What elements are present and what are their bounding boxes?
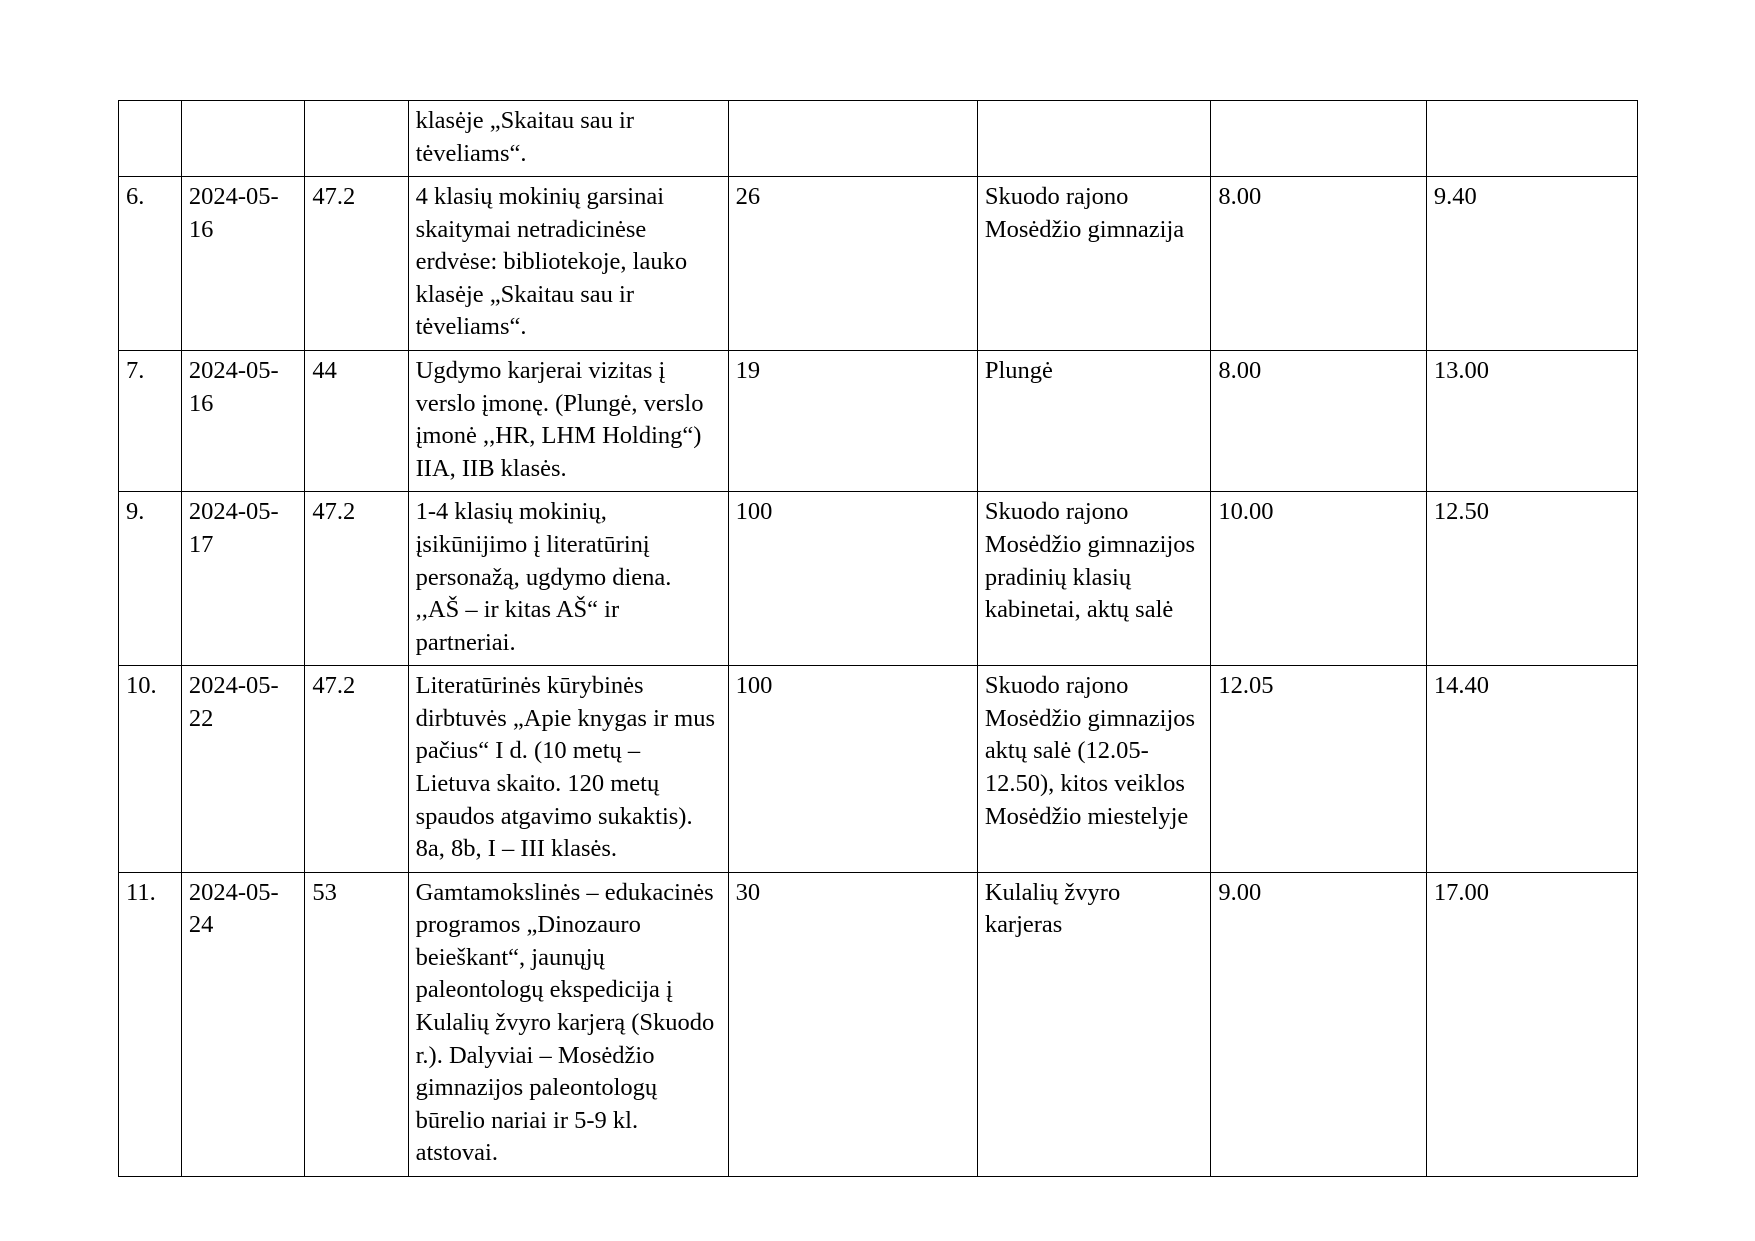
activities-table <box>118 100 1638 1177</box>
cell-number: 9. <box>119 492 182 666</box>
cell-description: Gamtamokslinės – edukacinės programos „Dinozauro beieškant“, jaunųjų paleontologų ekspedicija į Kulalių žvyro karjerą (Skuodo r.). Dalyviai – Mosėdžio gimnazijos paleontologų būrelio nariai ir 5-9 kl. atstovai. <box>408 872 728 1176</box>
cell-date: 2024-05-16 <box>181 177 304 351</box>
cell-end-time: 12.50 <box>1426 492 1637 666</box>
cell-description: Ugdymo karjerai vizitas į verslo įmonę. (Plungė, verslo įmonė ,,HR, LHM Holding“) IIA, IIB klasės. <box>408 351 728 492</box>
cell-description: 1-4 klasių mokinių, įsikūnijimo į literatūrinį personažą, ugdymo diena. ,,AŠ – ir kitas AŠ“ ir partneriai. <box>408 492 728 666</box>
cell-code: 44 <box>305 351 408 492</box>
cell-end-time <box>1426 101 1637 177</box>
cell-number: 7. <box>119 351 182 492</box>
cell-place <box>977 101 1211 177</box>
cell-participants <box>728 101 977 177</box>
cell-end-time: 14.40 <box>1426 666 1637 872</box>
table-row <box>119 351 1638 492</box>
cell-description: klasėje „Skaitau sau ir tėveliams“. <box>408 101 728 177</box>
cell-end-time: 13.00 <box>1426 351 1637 492</box>
cell-description: Literatūrinės kūrybinės dirbtuvės „Apie knygas ir mus pačius“ I d. (10 metų – Lietuva skaito. 120 metų spaudos atgavimo sukaktis). 8a, 8b, I – III klasės. <box>408 666 728 872</box>
cell-place: Kulalių žvyro karjeras <box>977 872 1211 1176</box>
cell-date <box>181 101 304 177</box>
cell-participants: 100 <box>728 492 977 666</box>
cell-start-time <box>1211 101 1427 177</box>
cell-start-time: 8.00 <box>1211 351 1427 492</box>
cell-place: Skuodo rajono Mosėdžio gimnazijos pradinių klasių kabinetai, aktų salė <box>977 492 1211 666</box>
cell-date: 2024-05-24 <box>181 872 304 1176</box>
cell-participants: 19 <box>728 351 977 492</box>
cell-code: 53 <box>305 872 408 1176</box>
cell-start-time: 9.00 <box>1211 872 1427 1176</box>
cell-number: 6. <box>119 177 182 351</box>
cell-start-time: 10.00 <box>1211 492 1427 666</box>
cell-number: 10. <box>119 666 182 872</box>
cell-description: 4 klasių mokinių garsinai skaitymai netradicinėse erdvėse: bibliotekoje, lauko klasėje „Skaitau sau ir tėveliams“. <box>408 177 728 351</box>
cell-date: 2024-05-17 <box>181 492 304 666</box>
cell-start-time: 8.00 <box>1211 177 1427 351</box>
cell-place: Skuodo rajono Mosėdžio gimnazijos aktų salė (12.05-12.50), kitos veiklos Mosėdžio miestelyje <box>977 666 1211 872</box>
cell-place: Skuodo rajono Mosėdžio gimnazija <box>977 177 1211 351</box>
cell-date: 2024-05-22 <box>181 666 304 872</box>
cell-code <box>305 101 408 177</box>
cell-end-time: 17.00 <box>1426 872 1637 1176</box>
cell-end-time: 9.40 <box>1426 177 1637 351</box>
table-row <box>119 177 1638 351</box>
table-row <box>119 666 1638 872</box>
cell-code: 47.2 <box>305 666 408 872</box>
cell-participants: 100 <box>728 666 977 872</box>
cell-start-time: 12.05 <box>1211 666 1427 872</box>
table-row <box>119 492 1638 666</box>
table-row <box>119 101 1638 177</box>
cell-code: 47.2 <box>305 177 408 351</box>
table-body <box>119 101 1638 1177</box>
cell-place: Plungė <box>977 351 1211 492</box>
cell-participants: 26 <box>728 177 977 351</box>
table-row <box>119 872 1638 1176</box>
cell-participants: 30 <box>728 872 977 1176</box>
cell-date: 2024-05-16 <box>181 351 304 492</box>
cell-code: 47.2 <box>305 492 408 666</box>
cell-number: 11. <box>119 872 182 1176</box>
cell-number <box>119 101 182 177</box>
